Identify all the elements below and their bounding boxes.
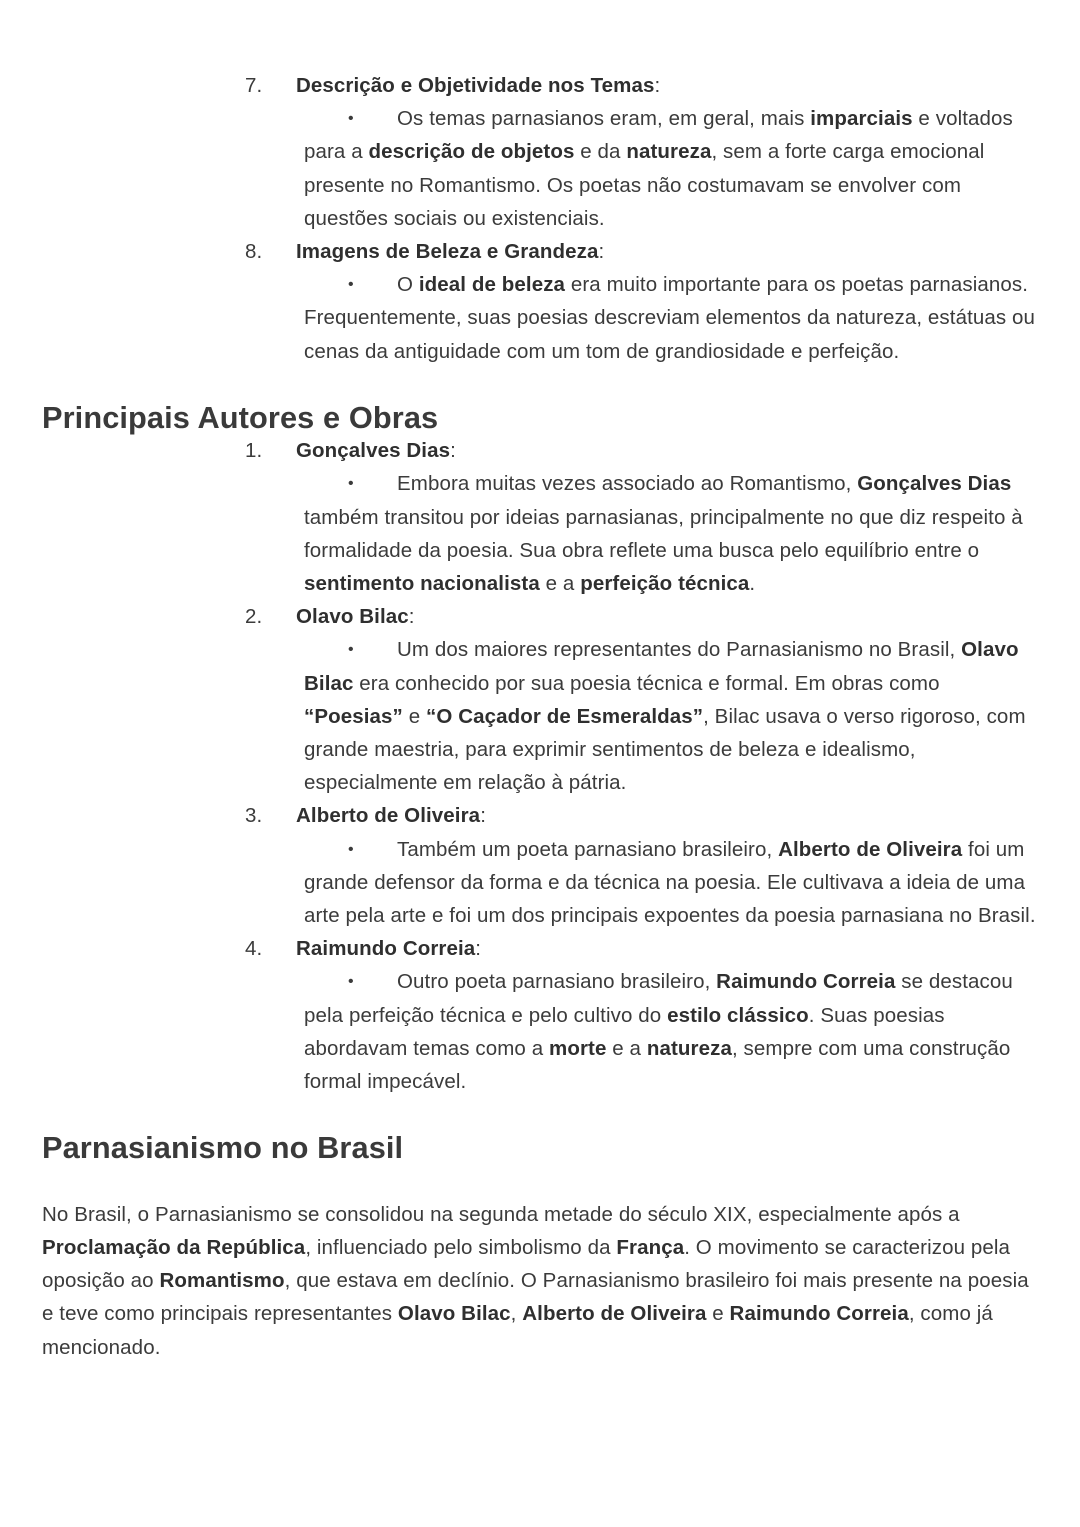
bullet-icon: • [348,475,354,493]
list-item-3 [0,799,1080,832]
spacer [0,1165,1080,1198]
list-item-8 [0,235,1080,268]
list-item-4 [0,932,1080,965]
list-number: 8. [245,240,263,263]
list-number: 3. [245,804,263,828]
list-item-title: Olavo Bilac: [296,605,415,629]
list-item-title: Alberto de Oliveira: [296,804,486,828]
bullet-icon: • [348,276,354,294]
bullet-paragraph: • Um dos maiores representantes do Parnasianismo no Brasil, Olavo Bilac era conhecido por sua poesia técnica e formal. Em obras como “Poesias” e “O Caçador de Esmeraldas”, Bilac usava o verso rigoroso, com grande maestria, para exprimir sentimentos de beleza e idealismo, especialmente em relação à pátria. [0,633,1039,799]
body-paragraph: No Brasil, o Parnasianismo se consolidou na segunda metade do século XIX, especialmente após a Proclamação da República, influenciado pelo simbolismo da França. O movimento se caracterizou pela oposição ao Romantismo, que estava em declínio. O Parnasianismo brasileiro foi mais presente na poesia e teve como principais representantes Olavo Bilac, Alberto de Oliveira e Raimundo Correia, como já mencionado. [42,1202,1029,1359]
list-number: 4. [245,937,263,961]
list-number: 7. [245,74,263,97]
bullet-paragraph: • Os temas parnasianos eram, em geral, mais imparciais e voltados para a descrição de objetos e da natureza, sem a forte carga emocional presente no Romantismo. Os poetas não costumavam se envolver com questões sociais ou existenciais. [0,102,1039,235]
list-item-title: Descrição e Objetividade nos Temas: [296,74,661,97]
bullet-icon: • [348,973,354,991]
list-item-1 [0,434,1080,467]
bullet-icon: • [348,110,354,128]
bullet-icon: • [348,641,354,659]
list-number: 2. [245,605,263,629]
bullet-paragraph: • Outro poeta parnasiano brasileiro, Raimundo Correia se destacou pela perfeição técnica e pelo cultivo do estilo clássico. Suas poesias abordavam temas como a morte e a natureza, sempre com uma construção formal impecável. [0,965,1039,1098]
section-heading-authors: Principais Autores e Obras [42,399,439,435]
list-item-title: Gonçalves Dias: [296,439,456,463]
list-item-title: Raimundo Correia: [296,937,482,961]
list-item-2 [0,600,1080,633]
list-number: 1. [245,439,263,463]
bullet-paragraph: • O ideal de beleza era muito importante para os poetas parnasianos. Frequentemente, suas poesias descreviam elementos da natureza, estátuas ou cenas da antiguidade com um tom de grandiosidade e perfeição. [0,268,1039,368]
spacer [0,368,1080,401]
spacer [0,1098,1080,1131]
list-item-7 [0,69,1080,102]
list-item-title: Imagens de Beleza e Grandeza: [296,240,605,263]
section-heading-brazil: Parnasianismo no Brasil [42,1130,404,1166]
bullet-icon: • [348,840,354,858]
document-body [0,69,1080,1364]
bullet-paragraph: • Embora muitas vezes associado ao Romantismo, Gonçalves Dias também transitou por ideias parnasianas, principalmente no que diz respeito à formalidade da poesia. Sua obra reflete uma busca pelo equilíbrio entre o sentimento nacionalista e a perfeição técnica. [0,467,1039,600]
bullet-paragraph: • Também um poeta parnasiano brasileiro, Alberto de Oliveira foi um grande defensor da forma e da técnica na poesia. Ele cultivava a ideia de uma arte pela arte e foi um dos principais expoentes da poesia parnasiana no Brasil. [0,833,1039,933]
